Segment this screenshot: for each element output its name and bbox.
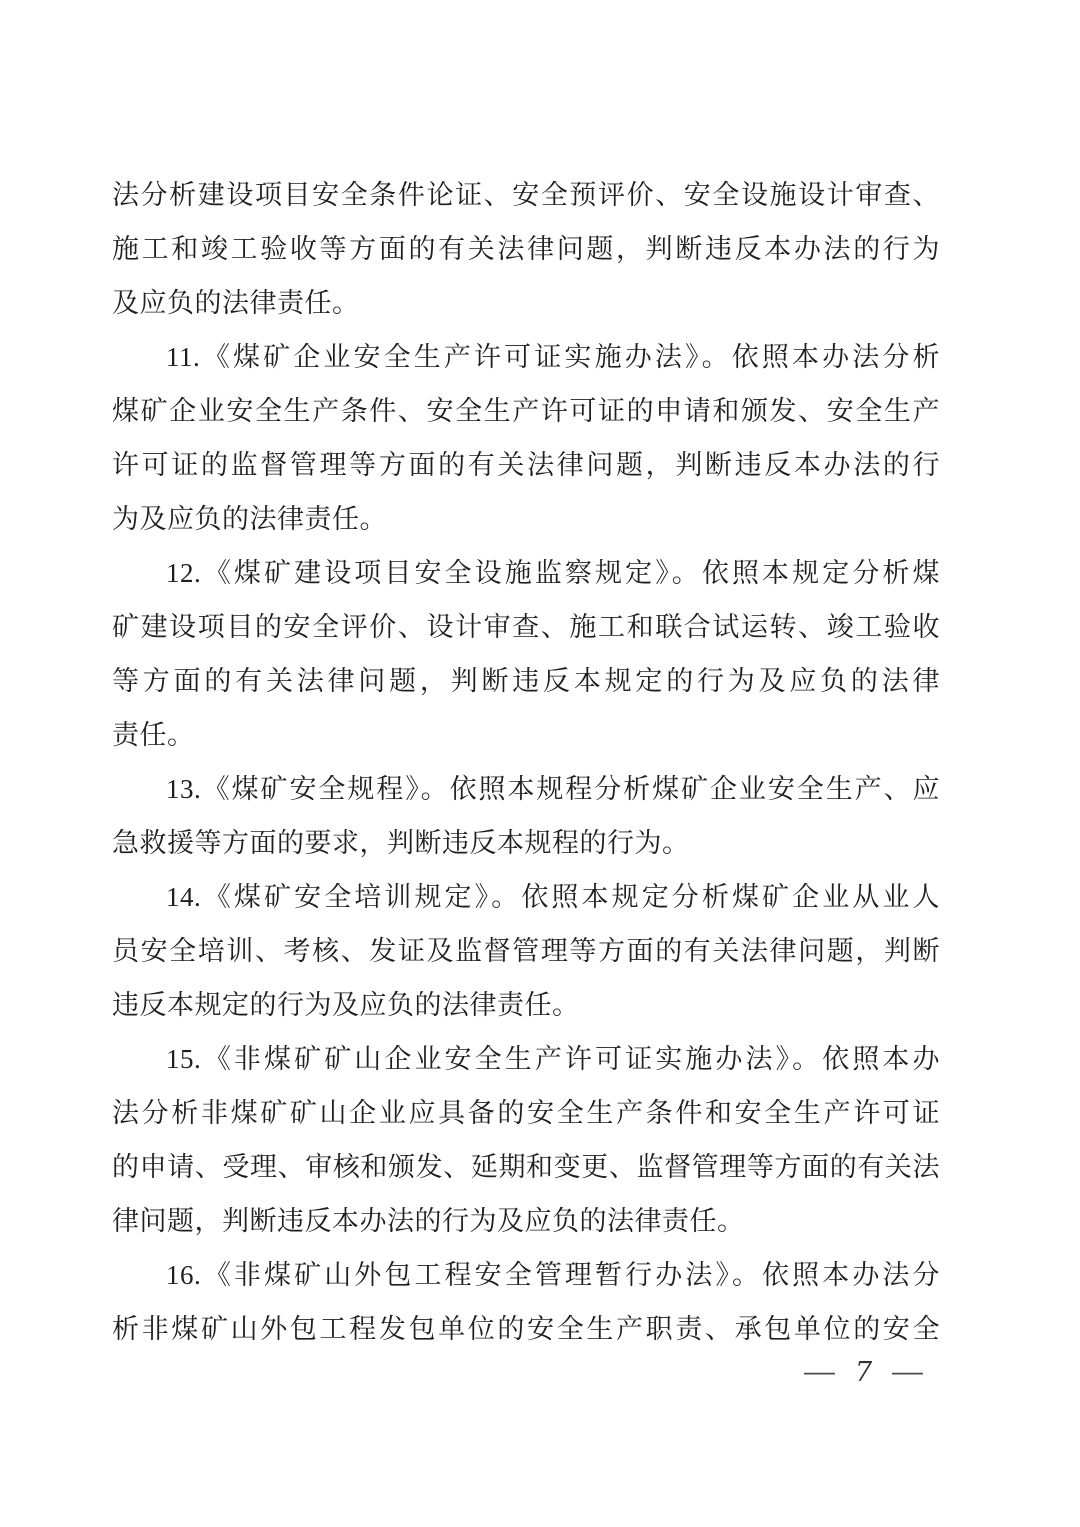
text-line: 析非煤矿山外包工程发包单位的安全生产职责、承包单位的安全: [112, 1314, 940, 1344]
footer-dash-left: —: [802, 1356, 837, 1388]
text-line: 11.《煤矿企业安全生产许可证实施办法》。依照本办法分析: [166, 342, 940, 372]
text-line: 违反本规定的行为及应负的法律责任。: [112, 990, 580, 1020]
text-line: 矿建设项目的安全评价、设计审查、施工和联合试运转、竣工验收: [112, 612, 940, 642]
text-line: 的申请、受理、审核和颁发、延期和变更、监督管理等方面的有关法: [112, 1152, 940, 1182]
page-footer: [802, 1352, 925, 1392]
text-line: 煤矿企业安全生产条件、安全生产许可证的申请和颁发、安全生产: [112, 396, 940, 426]
footer-dash-right: —: [890, 1356, 925, 1388]
text-line: 及应负的法律责任。: [112, 288, 360, 318]
text-line: 12.《煤矿建设项目安全设施监察规定》。依照本规定分析煤: [166, 558, 940, 588]
page-number: 7: [855, 1356, 873, 1388]
text-line: 13.《煤矿安全规程》。依照本规程分析煤矿企业安全生产、应: [166, 774, 940, 804]
text-line: 15.《非煤矿矿山企业安全生产许可证实施办法》。依照本办: [166, 1044, 940, 1074]
text-line: 员安全培训、考核、发证及监督管理等方面的有关法律问题，判断: [112, 936, 940, 966]
text-line: 为及应负的法律责任。: [112, 504, 387, 534]
text-line: 等方面的有关法律问题，判断违反本规定的行为及应负的法律: [112, 666, 940, 696]
text-line: 责任。: [112, 720, 195, 750]
text-line: 急救援等方面的要求，判断违反本规程的行为。: [112, 828, 690, 858]
text-line: 14.《煤矿安全培训规定》。依照本规定分析煤矿企业从业人: [166, 882, 940, 912]
text-line: 16.《非煤矿山外包工程安全管理暂行办法》。依照本办法分: [166, 1260, 940, 1290]
text-line: 法分析非煤矿矿山企业应具备的安全生产条件和安全生产许可证: [112, 1098, 940, 1128]
text-line: 许可证的监督管理等方面的有关法律问题，判断违反本办法的行: [112, 450, 940, 480]
document-body: [112, 168, 940, 1356]
text-line: 法分析建设项目安全条件论证、安全预评价、安全设施设计审查、: [112, 180, 940, 210]
text-line: 施工和竣工验收等方面的有关法律问题，判断违反本办法的行为: [112, 234, 940, 264]
text-line: 律问题，判断违反本办法的行为及应负的法律责任。: [112, 1206, 745, 1236]
